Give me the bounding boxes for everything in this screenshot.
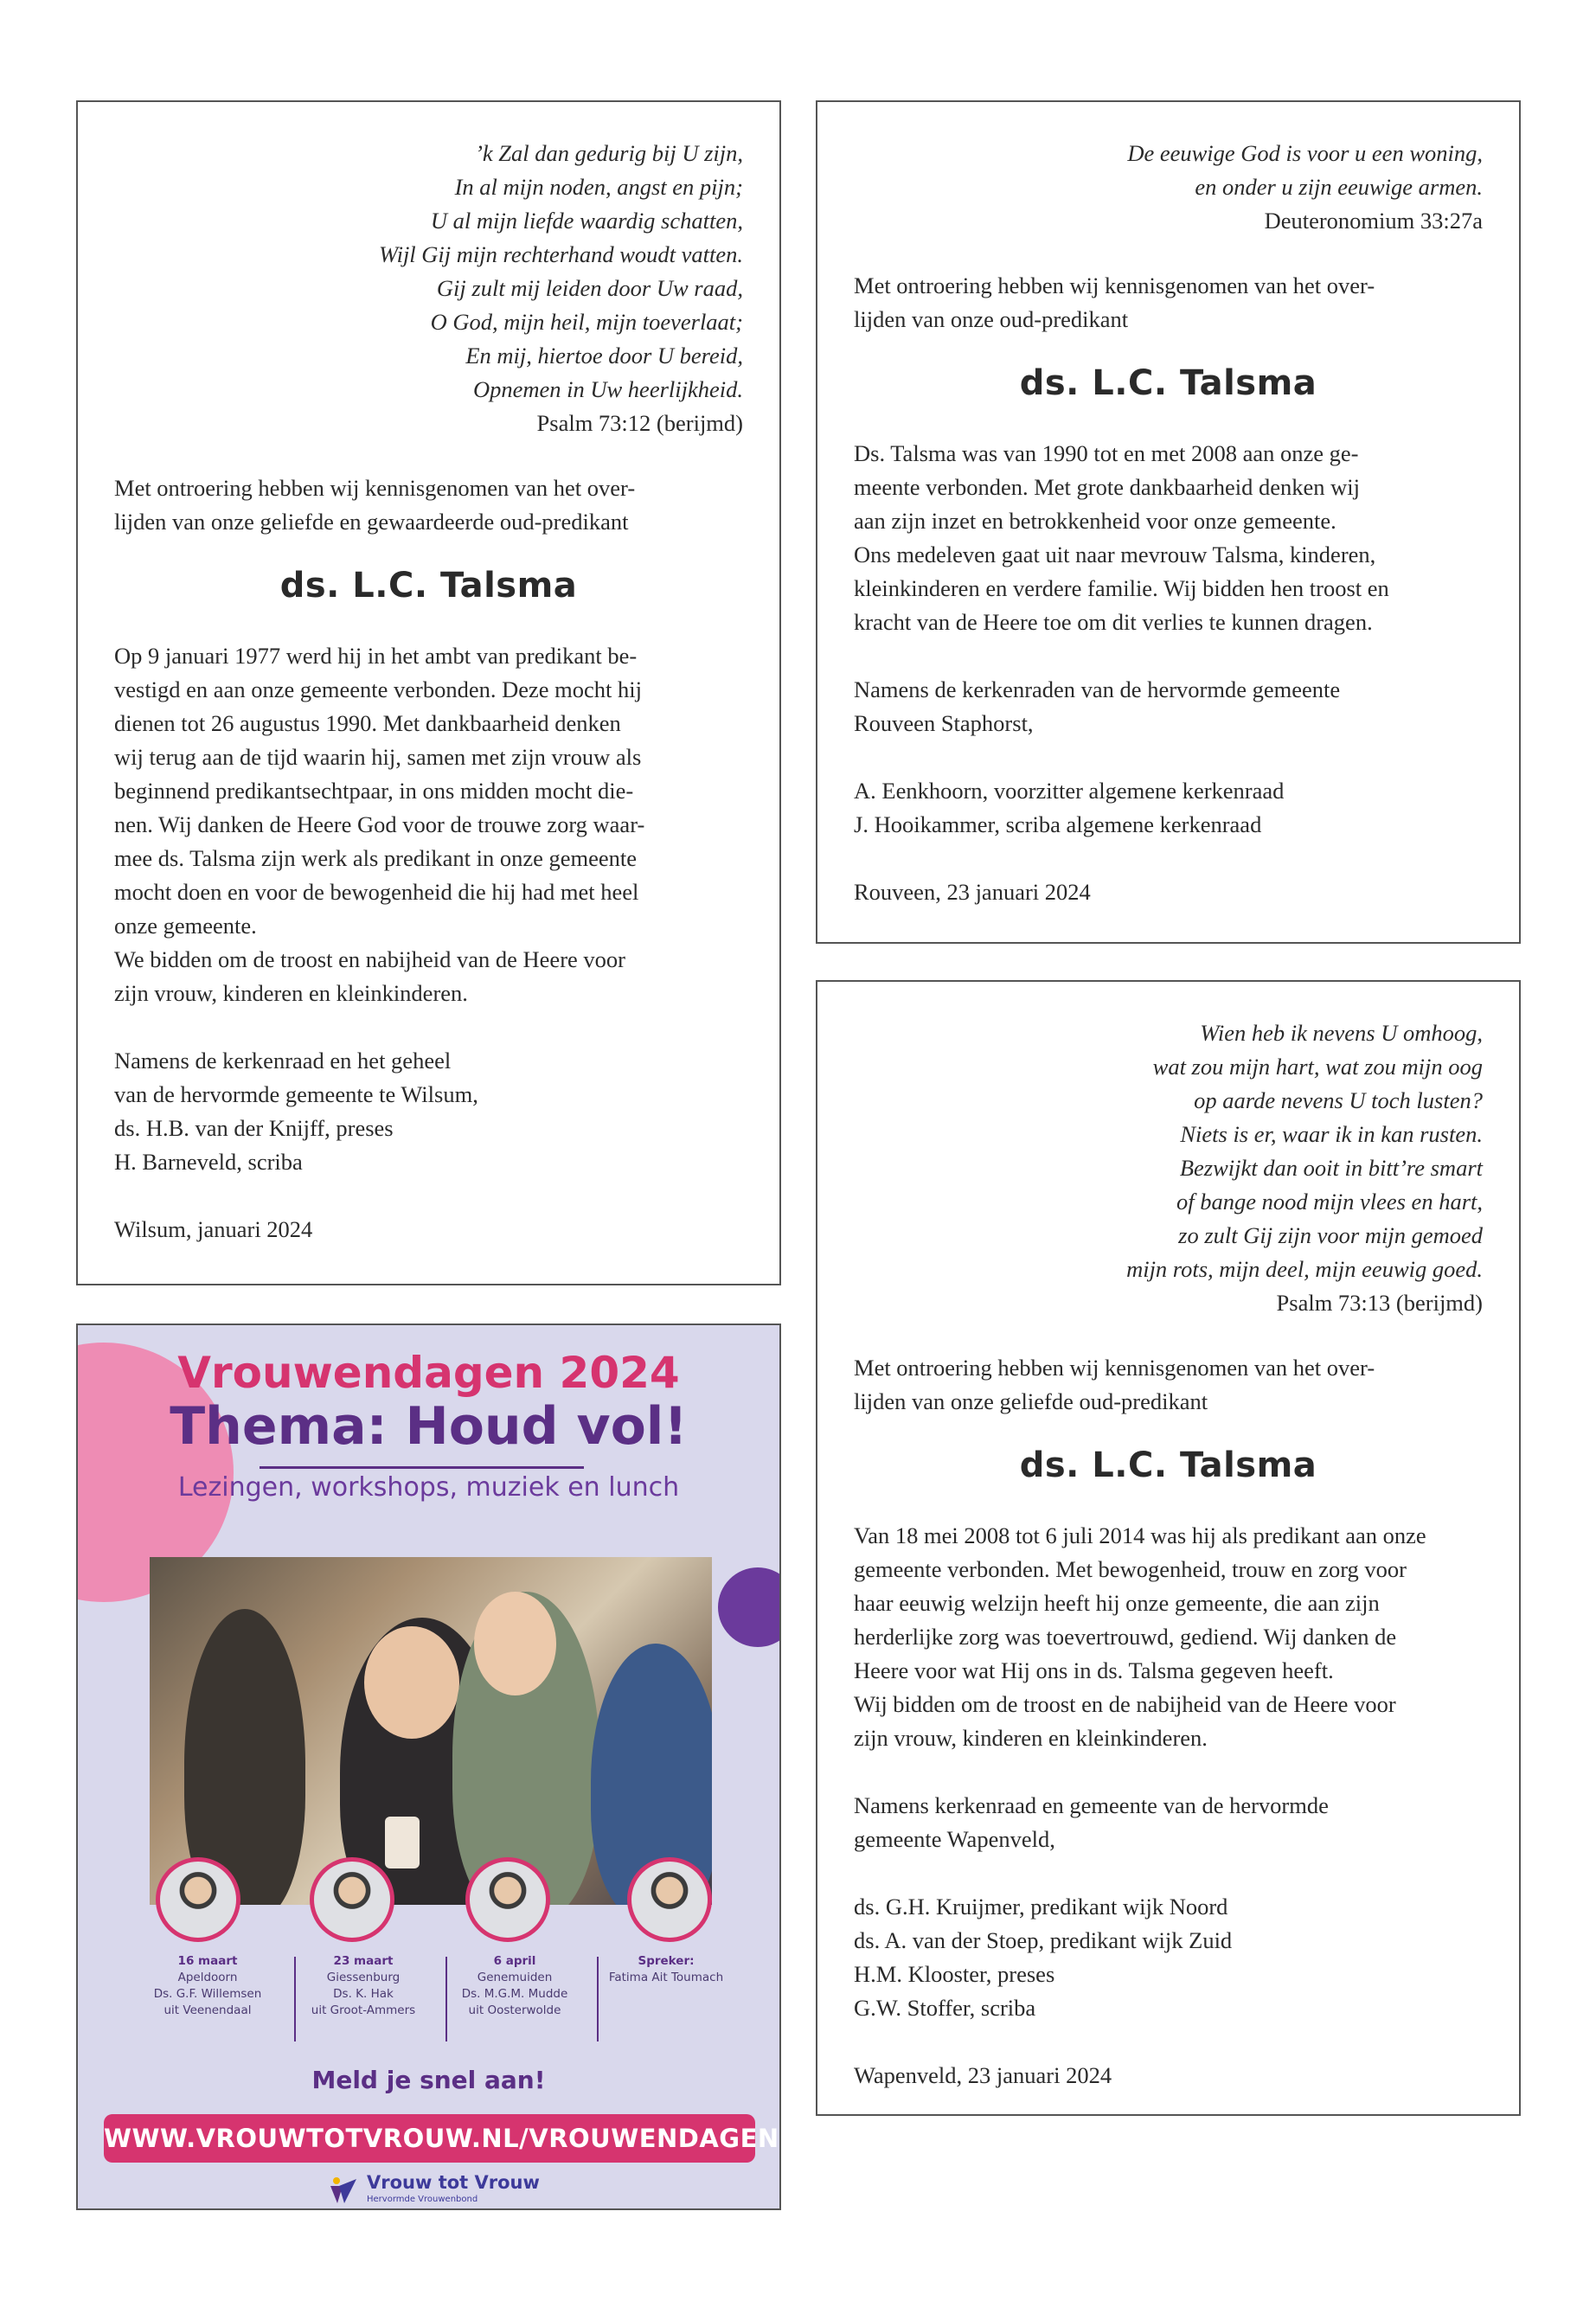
poem-reference: Deuteronomium 33:27a xyxy=(1264,208,1483,234)
poster-subtitle: Lezingen, workshops, muziek en lunch xyxy=(177,1472,680,1503)
body-line: kleinkinderen en verdere familie. Wij bidden hen troost en xyxy=(854,575,1389,601)
body-line: dienen tot 26 augustus 1990. Met dankbaarheid denken xyxy=(114,710,621,736)
body-line: Ons medeleven gaat uit naar mevrouw Talsma, kinderen, xyxy=(854,542,1376,567)
poem-line: ’k Zal dan gedurig bij U zijn, xyxy=(475,140,743,166)
intro-line: lijden van onze geliefde en gewaardeerde oud-predikant xyxy=(114,509,629,535)
notice-wilsum-poem xyxy=(114,137,743,440)
schedule-detail: Ds. M.G.M. Mudde xyxy=(461,1987,568,2001)
body-line: Ds. Talsma was van 1990 tot en met 2008 aan onze ge- xyxy=(854,440,1359,466)
schedule-detail: uit Veenendaal xyxy=(163,2003,252,2017)
deceased-name: ds. L.C. Talsma xyxy=(1019,1445,1317,1485)
notice-wilsum-body xyxy=(114,639,743,1247)
signer-line: H. Barneveld, scriba xyxy=(114,1149,303,1175)
body-line: Van 18 mei 2008 tot 6 juli 2014 was hij als predikant aan onze xyxy=(854,1522,1426,1548)
body-line: zijn vrouw, kinderen en kleinkinderen. xyxy=(854,1725,1208,1751)
signer-intro-line: Rouveen Staphorst, xyxy=(854,710,1034,736)
poem-line: Opnemen in Uw heerlijkheid. xyxy=(472,376,743,402)
poem-line: Gij zult mij leiden door Uw raad, xyxy=(436,275,743,301)
poem-line: U al mijn liefde waardig schatten, xyxy=(430,208,743,234)
notice-wilsum xyxy=(76,100,781,1285)
poem-line: O God, mijn heil, mijn toeverlaat; xyxy=(430,309,743,335)
place-date: Rouveen, 23 januari 2024 xyxy=(854,879,1091,905)
poem-line: En mij, hiertoe door U bereid, xyxy=(465,343,743,369)
intro-line: Met ontroering hebben wij kennisgenomen van het over- xyxy=(114,475,636,501)
poster-title: Vrouwendagen 2024 xyxy=(177,1348,680,1398)
poster-photo xyxy=(150,1557,712,1905)
signer-line: J. Hooikammer, scriba algemene kerkenraad xyxy=(854,811,1262,837)
schedule-detail: Ds. K. Hak xyxy=(333,1987,394,2001)
signer-line: van de hervormde gemeente te Wilsum, xyxy=(114,1081,478,1107)
signer-line: ds. G.H. Kruijmer, predikant wijk Noord xyxy=(854,1894,1228,1920)
schedule-date: 23 maart xyxy=(333,1954,394,1968)
schedule-speaker-label: Spreker: xyxy=(638,1954,695,1968)
poem-line: Niets is er, waar ik in kan rusten. xyxy=(1180,1121,1483,1147)
speaker-avatar xyxy=(465,1857,550,1942)
photo-figure xyxy=(474,1592,556,1695)
deceased-name: ds. L.C. Talsma xyxy=(279,566,578,606)
speaker-avatar xyxy=(627,1857,712,1942)
schedule-column xyxy=(138,1953,277,2019)
place-date: Wapenveld, 23 januari 2024 xyxy=(854,2062,1112,2088)
body-line: haar eeuwig welzijn heeft hij onze gemeente, die aan zijn xyxy=(854,1590,1380,1616)
body-line: Op 9 januari 1977 werd hij in het ambt van predikant be- xyxy=(114,643,638,669)
photo-figure xyxy=(364,1626,459,1739)
signer-line: ds. A. van der Stoep, predikant wijk Zuid xyxy=(854,1927,1233,1953)
notice-rouveen-intro xyxy=(854,269,1483,336)
signer-line: G.W. Stoffer, scriba xyxy=(854,1995,1036,2021)
body-line: mocht doen en voor de bewogenheid die hij had met heel xyxy=(114,879,639,905)
schedule-column xyxy=(294,1953,433,2019)
intro-line: lijden van onze oud-predikant xyxy=(854,306,1129,332)
speaker-avatar xyxy=(310,1857,394,1942)
poem-reference: Psalm 73:12 (berijmd) xyxy=(536,410,743,436)
notice-wapenveld-intro xyxy=(854,1351,1483,1419)
intro-line: Met ontroering hebben wij kennisgenomen van het over- xyxy=(854,272,1375,298)
logo-subtitle: Hervormde Vrouwenbond xyxy=(367,2195,478,2204)
body-line: mee ds. Talsma zijn werk als predikant in onze gemeente xyxy=(114,845,638,871)
decorative-purple-circle xyxy=(718,1567,781,1647)
logo-name: Vrouw tot Vrouw xyxy=(367,2172,540,2193)
signer-line: A. Eenkhoorn, voorzitter algemene kerkenraad xyxy=(854,778,1285,804)
body-line: beginnend predikantsechtpaar, in ons midden mocht die- xyxy=(114,778,634,804)
poem-line: en onder u zijn eeuwige armen. xyxy=(1195,174,1483,200)
poem-line: op aarde nevens U toch lusten? xyxy=(1194,1087,1483,1113)
website-link[interactable]: WWW.VROUWTOTVROUW.NL/VROUWENDAGEN xyxy=(104,2114,755,2163)
signer-line: Namens de kerkenraad en het geheel xyxy=(114,1048,452,1074)
body-line: Heere voor wat Hij ons in ds. Talsma gegeven heeft. xyxy=(854,1657,1334,1683)
notice-rouveen xyxy=(816,100,1521,944)
poster-theme: Thema: Houd vol! xyxy=(170,1396,688,1457)
schedule-column xyxy=(597,1953,735,1986)
body-line: zijn vrouw, kinderen en kleinkinderen. xyxy=(114,980,468,1006)
body-line: kracht van de Heere toe om dit verlies te kunnen dragen. xyxy=(854,609,1373,635)
intro-line: Met ontroering hebben wij kennisgenomen van het over- xyxy=(854,1355,1375,1381)
signer-intro-line: gemeente Wapenveld, xyxy=(854,1826,1055,1852)
poem-line: wat zou mijn hart, wat zou mijn oog xyxy=(1152,1054,1483,1080)
poem-line: De eeuwige God is voor u een woning, xyxy=(1127,140,1483,166)
poem-line: zo zult Gij zijn voor mijn gemoed xyxy=(1178,1222,1483,1248)
body-line: nen. Wij danken de Heere God voor de trouwe zorg waar- xyxy=(114,811,645,837)
schedule-date: 6 april xyxy=(493,1954,536,1968)
signer-line: ds. H.B. van der Knijff, preses xyxy=(114,1115,394,1141)
poem-line: Wien heb ik nevens U omhoog, xyxy=(1200,1020,1483,1046)
body-line: gemeente verbonden. Met bewogenheid, trouw en zorg voor xyxy=(854,1556,1407,1582)
schedule-detail: Genemuiden xyxy=(477,1971,553,1984)
vrouwendagen-poster xyxy=(76,1324,781,2210)
schedule-detail: uit Oosterwolde xyxy=(468,2003,561,2017)
body-line: herderlijke zorg was toevertrouwd, gediend. Wij danken de xyxy=(854,1624,1397,1650)
speaker-avatar xyxy=(156,1857,240,1942)
notice-wapenveld-poem xyxy=(854,1016,1483,1320)
schedule-detail: Giessenburg xyxy=(326,1971,401,1984)
vrouw-tot-vrouw-logo xyxy=(329,2169,554,2210)
body-line: vestigd en aan onze gemeente verbonden. Deze mocht hij xyxy=(114,676,642,702)
poem-line: mijn rots, mijn deel, mijn eeuwig goed. xyxy=(1126,1256,1483,1282)
schedule-detail: Fatima Ait Toumach xyxy=(608,1971,724,1984)
deceased-name: ds. L.C. Talsma xyxy=(1019,363,1317,403)
schedule-detail: Apeldoorn xyxy=(177,1971,238,1984)
event-schedule xyxy=(138,1953,735,2057)
poem-line: Bezwijkt dan ooit in bitt’re smart xyxy=(1179,1155,1483,1181)
signer-line: H.M. Klooster, preses xyxy=(854,1961,1055,1987)
schedule-column xyxy=(445,1953,584,2019)
notice-rouveen-poem xyxy=(854,137,1483,238)
logo-mark-icon xyxy=(329,2176,358,2205)
body-line: aan zijn inzet en betrokkenheid voor onze gemeente. xyxy=(854,508,1336,534)
body-line: Wij bidden om de troost en de nabijheid van de Heere voor xyxy=(854,1691,1396,1717)
poem-line: In al mijn noden, angst en pijn; xyxy=(454,174,743,200)
poem-line: of bange nood mijn vlees en hart, xyxy=(1176,1189,1483,1215)
notice-wapenveld xyxy=(816,980,1521,2116)
intro-line: lijden van onze geliefde oud-predikant xyxy=(854,1388,1208,1414)
call-to-action: Meld je snel aan! xyxy=(311,2066,546,2094)
body-line: onze gemeente. xyxy=(114,913,257,939)
schedule-date: 16 maart xyxy=(177,1954,238,1968)
body-line: meente verbonden. Met grote dankbaarheid denken wij xyxy=(854,474,1360,500)
poem-reference: Psalm 73:13 (berijmd) xyxy=(1276,1290,1483,1316)
place-date: Wilsum, januari 2024 xyxy=(114,1216,313,1242)
notice-wilsum-intro xyxy=(114,471,743,539)
signer-intro-line: Namens kerkenraad en gemeente van de hervormde xyxy=(854,1792,1329,1818)
schedule-detail: Ds. G.F. Willemsen xyxy=(153,1987,262,2001)
notice-wapenveld-body xyxy=(854,1519,1483,2093)
poster-divider xyxy=(260,1466,584,1469)
poem-line: Wijl Gij mijn rechterhand woudt vatten. xyxy=(378,241,743,267)
signer-intro-line: Namens de kerkenraden van de hervormde gemeente xyxy=(854,676,1341,702)
notice-rouveen-body xyxy=(854,437,1483,909)
schedule-detail: uit Groot-Ammers xyxy=(311,2003,416,2017)
body-line: wij terug aan de tijd waarin hij, samen met zijn vrouw als xyxy=(114,744,642,770)
speaker-avatars xyxy=(156,1857,718,1961)
body-line: We bidden om de troost en nabijheid van de Heere voor xyxy=(114,946,625,972)
